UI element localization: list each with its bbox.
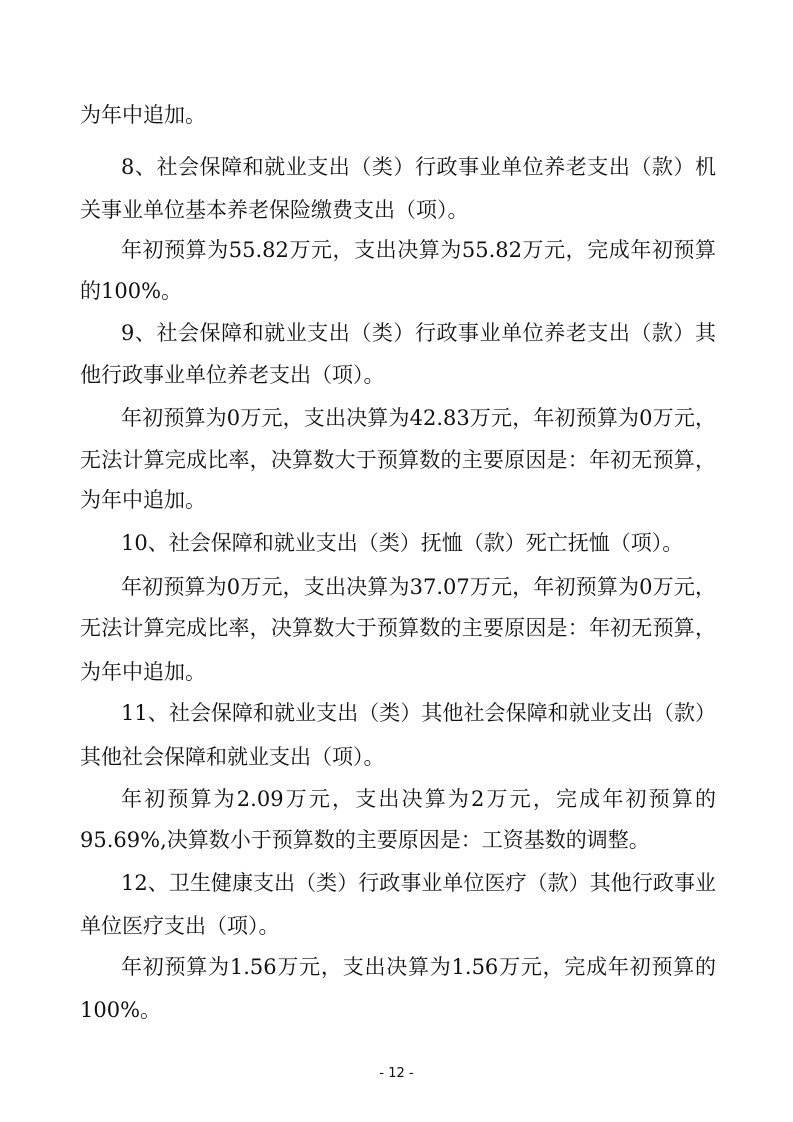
section-heading-8: 8、社会保障和就业支出（类）行政事业单位养老支出（款）机	[121, 155, 716, 179]
section-heading-9-cont: 他行政事业单位养老支出（项）。	[80, 363, 385, 387]
text-line: 年初预算为0万元，支出决算为37.07万元，年初预算为0万元，	[121, 575, 716, 599]
text-line: 的100%。	[80, 279, 183, 303]
page-number: - 12 -	[379, 1066, 414, 1081]
section-heading-8-cont: 关事业单位基本养老保险缴费支出（项）。	[80, 198, 469, 222]
text-line: 年初预算为1.56万元，支出决算为1.56万元，完成年初预算的	[121, 955, 716, 979]
section-heading-12: 12、卫生健康支出（类）行政事业单位医疗（款）其他行政事业	[121, 871, 716, 895]
text-line: 95.69%,决算数小于预算数的主要原因是：工资基数的调整。	[80, 828, 650, 852]
text-line: 无法计算完成比率，决算数大于预算数的主要原因是：年初无预算，	[80, 616, 716, 640]
section-heading-10: 10、社会保障和就业支出（类）抚恤（款）死亡抚恤（项）。	[121, 531, 684, 555]
text-line: 年初预算为2.09万元，支出决算为2万元，完成年初预算的	[121, 787, 716, 811]
text-line: 为年中追加。	[80, 660, 206, 684]
section-heading-12-cont: 单位医疗支出（项）。	[80, 914, 280, 938]
text-line: 年初预算为55.82万元，支出决算为55.82万元，完成年初预算	[121, 238, 716, 262]
section-heading-11-cont: 其他社会保障和就业支出（项）。	[80, 745, 385, 769]
section-heading-9: 9、社会保障和就业支出（类）行政事业单位养老支出（款）其	[121, 321, 716, 345]
text-line: 为年中追加。	[80, 103, 206, 127]
text-line: 100%。	[80, 998, 162, 1022]
text-line: 年初预算为0万元，支出决算为42.83万元，年初预算为0万元，	[121, 406, 716, 430]
text-line: 无法计算完成比率，决算数大于预算数的主要原因是：年初无预算，	[80, 448, 716, 472]
section-heading-11: 11、社会保障和就业支出（类）其他社会保障和就业支出（款）	[121, 701, 716, 725]
text-line: 为年中追加。	[80, 488, 206, 512]
